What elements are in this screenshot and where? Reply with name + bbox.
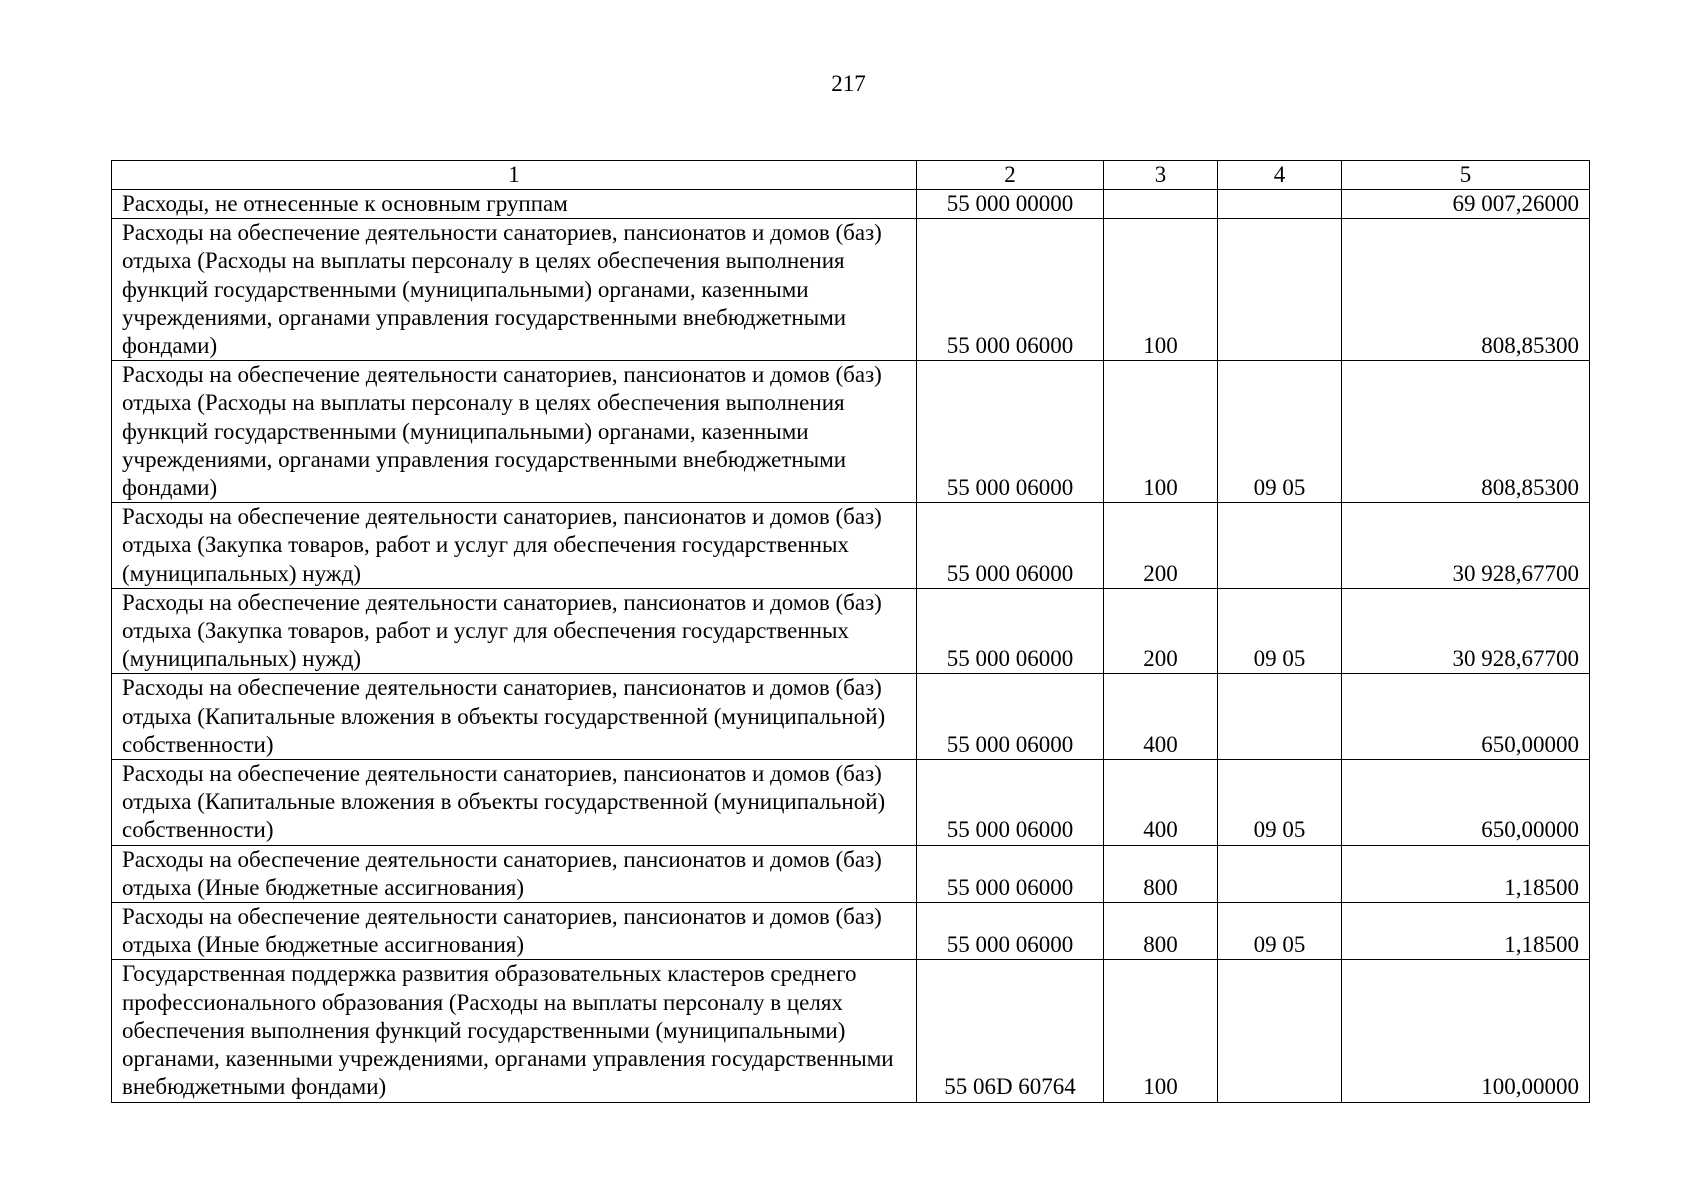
row-sum: 30 928,67700 (1342, 503, 1590, 589)
row-name: Расходы, не отнесенные к основным группам (112, 190, 917, 219)
column-header-5: 5 (1342, 161, 1590, 190)
row-code: 55 000 06000 (917, 361, 1104, 503)
row-sum: 650,00000 (1342, 674, 1590, 760)
table-row (112, 588, 1590, 674)
column-header-4: 4 (1218, 161, 1342, 190)
row-type: 800 (1104, 903, 1218, 960)
row-code: 55 000 00000 (917, 190, 1104, 219)
table-row (112, 960, 1590, 1102)
row-name: Расходы на обеспечение деятельности санаториев, пансионатов и домов (баз) отдыха (Иные бюджетные ассигнования) (112, 845, 917, 902)
row-sum: 1,18500 (1342, 903, 1590, 960)
table-row (112, 760, 1590, 846)
row-name: Расходы на обеспечение деятельности санаториев, пансионатов и домов (баз) отдыха (Капитальные вложения в объекты государственной (муниципальной) собственности) (112, 760, 917, 846)
page-number: 217 (831, 71, 866, 96)
table-row (112, 503, 1590, 589)
row-sum: 808,85300 (1342, 219, 1590, 361)
budget-table (111, 160, 1590, 1103)
row-sum: 1,18500 (1342, 845, 1590, 902)
row-code: 55 000 06000 (917, 674, 1104, 760)
row-section (1218, 674, 1342, 760)
row-code: 55 000 06000 (917, 588, 1104, 674)
row-section (1218, 219, 1342, 361)
row-type: 400 (1104, 760, 1218, 846)
row-type: 800 (1104, 845, 1218, 902)
row-code: 55 000 06000 (917, 219, 1104, 361)
row-name: Расходы на обеспечение деятельности санаториев, пансионатов и домов (баз) отдыха (Закупка товаров, работ и услуг для обеспечения государственных (муниципальных) нужд) (112, 503, 917, 589)
column-header-2: 2 (917, 161, 1104, 190)
row-section: 09 05 (1218, 588, 1342, 674)
row-code: 55 000 06000 (917, 845, 1104, 902)
row-name: Расходы на обеспечение деятельности санаториев, пансионатов и домов (баз) отдыха (Иные бюджетные ассигнования) (112, 903, 917, 960)
table-row (112, 903, 1590, 960)
row-code: 55 06D 60764 (917, 960, 1104, 1102)
row-type: 200 (1104, 588, 1218, 674)
row-type: 400 (1104, 674, 1218, 760)
row-sum: 650,00000 (1342, 760, 1590, 846)
row-section: 09 05 (1218, 903, 1342, 960)
row-section: 09 05 (1218, 361, 1342, 503)
row-sum: 808,85300 (1342, 361, 1590, 503)
table-row (112, 361, 1590, 503)
table-row (112, 219, 1590, 361)
row-sum: 30 928,67700 (1342, 588, 1590, 674)
table-row (112, 674, 1590, 760)
row-section (1218, 960, 1342, 1102)
column-header-3: 3 (1104, 161, 1218, 190)
table-row (112, 190, 1590, 219)
row-sum: 69 007,26000 (1342, 190, 1590, 219)
row-section (1218, 845, 1342, 902)
row-type (1104, 190, 1218, 219)
column-header-1: 1 (112, 161, 917, 190)
row-name: Расходы на обеспечение деятельности санаториев, пансионатов и домов (баз) отдыха (Расходы на выплаты персоналу в целях обеспечения выполнения функций государственными (муниципальными) органами, казенными учреждениями, органами управления государственными внебюджетными фондами) (112, 361, 917, 503)
table-row (112, 845, 1590, 902)
row-code: 55 000 06000 (917, 503, 1104, 589)
row-name: Расходы на обеспечение деятельности санаториев, пансионатов и домов (баз) отдыха (Капитальные вложения в объекты государственной (муниципальной) собственности) (112, 674, 917, 760)
row-section: 09 05 (1218, 760, 1342, 846)
row-sum: 100,00000 (1342, 960, 1590, 1102)
row-type: 100 (1104, 219, 1218, 361)
table-header-row (112, 161, 1590, 190)
row-name: Расходы на обеспечение деятельности санаториев, пансионатов и домов (баз) отдыха (Расходы на выплаты персоналу в целях обеспечения выполнения функций государственными (муниципальными) органами, казенными учреждениями, органами управления государственными внебюджетными фондами) (112, 219, 917, 361)
row-section (1218, 190, 1342, 219)
row-type: 100 (1104, 960, 1218, 1102)
row-name: Государственная поддержка развития образовательных кластеров среднего профессионального образования (Расходы на выплаты персоналу в целях обеспечения выполнения функций государственными (муниципальными) органами, казенными учреждениями, органами управления государственными внебюджетными фондами) (112, 960, 917, 1102)
row-type: 100 (1104, 361, 1218, 503)
row-code: 55 000 06000 (917, 903, 1104, 960)
row-code: 55 000 06000 (917, 760, 1104, 846)
row-section (1218, 503, 1342, 589)
row-name: Расходы на обеспечение деятельности санаториев, пансионатов и домов (баз) отдыха (Закупка товаров, работ и услуг для обеспечения государственных (муниципальных) нужд) (112, 588, 917, 674)
row-type: 200 (1104, 503, 1218, 589)
